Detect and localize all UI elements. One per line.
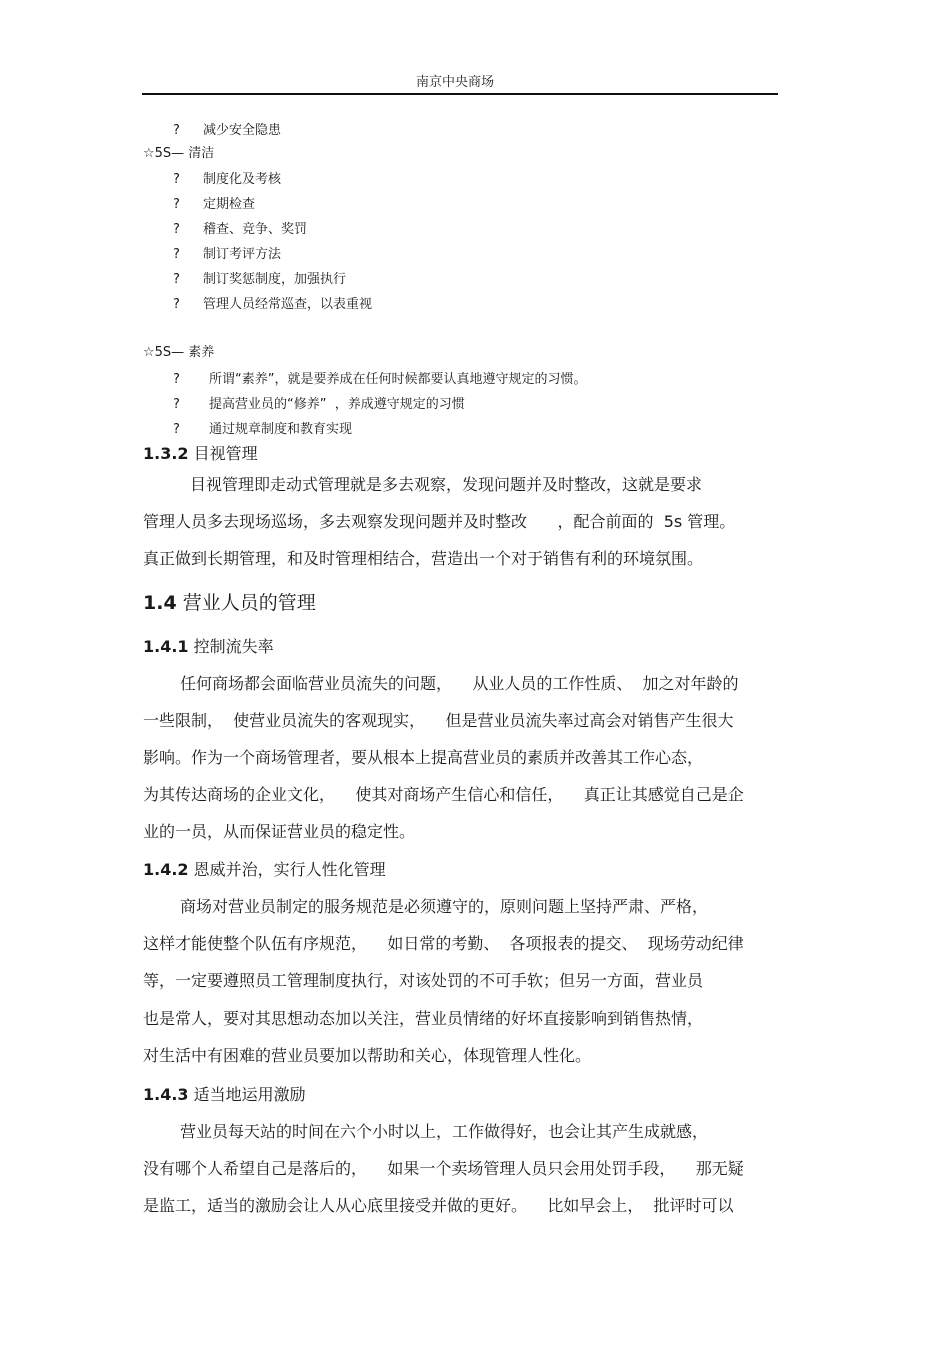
paragraph-line: 任何商场都会面临营业员流失的问题， 从业人员的工作性质、 加之对年龄的 — [180, 674, 739, 693]
bullet-text: 定期检查 — [203, 197, 256, 212]
bullet-item — [173, 248, 281, 261]
paragraph-line: 为其传达商场的企业文化， 使其对商场产生信心和信任， 真正让其感觉自己是企 — [143, 785, 744, 804]
bullet-item — [173, 124, 281, 137]
paragraph-line: 管理人员多去现场巡场，多去观察发现问题并及时整改 ，配合前面的 5s 管理。 — [143, 512, 736, 531]
heading-number: 1.4.3 — [143, 1085, 189, 1104]
heading-text: 控制流失率 — [188, 637, 274, 656]
bullet-marker: ? — [173, 247, 180, 262]
bullet-text: 提高营业员的“修养” ，养成遵守规定的习惯 — [209, 397, 465, 412]
paragraph-line: 业的一员，从而保证营业员的稳定性。 — [143, 822, 416, 841]
section-title: ☆5S— 清洁 — [143, 146, 215, 161]
subsection-heading — [143, 1087, 306, 1103]
paragraph-line: 没有哪个人希望自己是落后的， 如果一个卖场管理人员只会用处罚手段， 那无疑 — [143, 1159, 744, 1178]
bullet-item — [173, 173, 281, 186]
subsection-heading — [143, 446, 258, 462]
bullet-item — [173, 198, 255, 211]
heading-text: 恩威并治，实行人性化管理 — [188, 860, 386, 879]
bullet-marker: ? — [173, 297, 180, 312]
heading-number: 1.4 — [143, 592, 177, 614]
bullet-text: 通过规章制度和教育实现 — [209, 422, 353, 437]
bullet-text: 稽查、竞争、奖罚 — [203, 222, 308, 237]
paragraph-line: 营业员每天站的时间在六个小时以上，工作做得好，也会让其产生成就感， — [180, 1122, 709, 1141]
paragraph-line: 商场对营业员制定的服务规范是必须遵守的，原则问题上坚持严肃、严格， — [180, 897, 709, 916]
bullet-item — [173, 273, 346, 286]
bullet-marker: ? — [173, 172, 180, 187]
header-rule — [142, 93, 778, 95]
bullet-marker: ? — [173, 372, 180, 387]
paragraph-line: 是监工，适当的激励会让人从心底里接受并做的更好。 比如早会上， 批评时可以 — [143, 1196, 734, 1215]
paragraph-line: 这样才能使整个队伍有序规范， 如日常的考勤、 各项报表的提交、 现场劳动纪律 — [143, 934, 744, 953]
bullet-marker: ? — [173, 272, 180, 287]
subsection-heading — [143, 862, 386, 878]
bullet-text: 所谓“素养”，就是要养成在任何时候都要认真地遵守规定的习惯。 — [209, 372, 587, 387]
paragraph-line: 一些限制， 使营业员流失的客观现实， 但是营业员流失率过高会对销售产生很大 — [143, 711, 734, 730]
bullet-item — [173, 298, 372, 311]
paragraph-line: 影响。作为一个商场管理者，要从根本上提高营业员的素质并改善其工作心态， — [143, 748, 704, 767]
bullet-item — [173, 423, 352, 436]
paragraph-line: 目视管理即走动式管理就是多去观察，发现问题并及时整改，这就是要求 — [190, 475, 703, 494]
bullet-marker: ? — [173, 422, 180, 437]
heading-number: 1.3.2 — [143, 444, 189, 463]
subsection-heading — [143, 639, 274, 655]
bullet-marker: ? — [173, 222, 180, 237]
heading-text: 营业人员的管理 — [176, 592, 316, 614]
bullet-text: 制度化及考核 — [203, 172, 282, 187]
paragraph-line: 也是常人，要对其思想动态加以关注，营业员情绪的好坏直接影响到销售热情， — [143, 1009, 704, 1028]
paragraph-line: 等，一定要遵照员工管理制度执行，对该处罚的不可手软；但另一方面，营业员 — [143, 971, 704, 990]
section-heading — [143, 594, 316, 613]
bullet-item — [173, 373, 586, 386]
bullet-text: 减少安全隐患 — [203, 123, 282, 138]
bullet-item — [173, 223, 307, 236]
paragraph-line: 真正做到长期管理，和及时管理相结合，营造出一个对于销售有利的环境氛围。 — [143, 549, 704, 568]
bullet-text: 制订考评方法 — [203, 247, 282, 262]
heading-text: 适当地运用激励 — [188, 1085, 306, 1104]
heading-number: 1.4.1 — [143, 637, 189, 656]
bullet-marker: ? — [173, 197, 180, 212]
section-title: ☆5S— 素养 — [143, 345, 215, 360]
page-header-title: 南京中央商场 — [415, 75, 494, 90]
heading-number: 1.4.2 — [143, 860, 189, 879]
paragraph-line: 对生活中有困难的营业员要加以帮助和关心，体现管理人性化。 — [143, 1046, 592, 1065]
bullet-text: 制订奖惩制度，加强执行 — [203, 272, 347, 287]
bullet-text: 管理人员经常巡查，以表重视 — [203, 297, 373, 312]
bullet-marker: ? — [173, 123, 180, 138]
bullet-marker: ? — [173, 397, 180, 412]
bullet-item — [173, 398, 465, 411]
heading-text: 目视管理 — [188, 444, 258, 463]
